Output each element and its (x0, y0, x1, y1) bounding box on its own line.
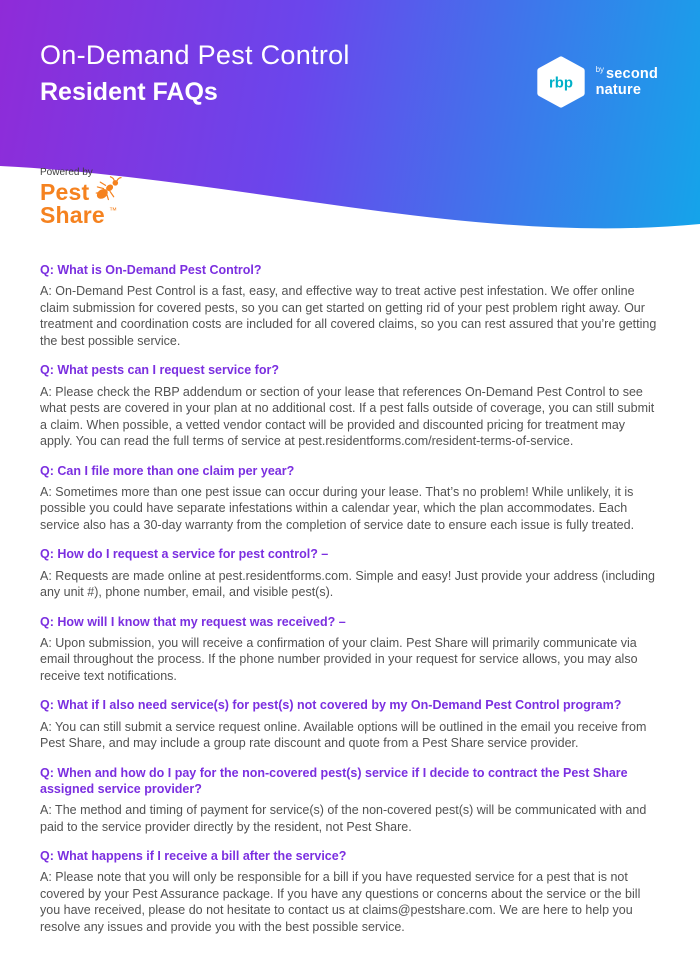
brand-second-label: second (606, 66, 658, 83)
faq-answer: A: Requests are made online at pest.residentforms.com. Simple and easy! Just provide your address (including any unit #), phone number, email, and visible pest(s). (40, 568, 655, 599)
bug-icon (93, 176, 123, 202)
rbp-badge-label: rbp (548, 75, 573, 92)
faq-question: Q: What is On-Demand Pest Control? (40, 263, 262, 277)
page-subtitle: Resident FAQs (40, 78, 218, 106)
faq-item (40, 463, 660, 534)
brand-nature-label: nature (595, 81, 642, 98)
faq-answer: A: Sometimes more than one pest issue can occur during your lease. That’s no problem! While unlikely, it is possible you could have separate infestations within a calendar year, which the plan accommodates. Each service also has a 30-day warranty from the completion of service date to ensure each issue is fully treated. (40, 484, 635, 532)
pestshare-logo (40, 181, 123, 228)
faq-item (40, 262, 660, 349)
faq-answer: A: Upon submission, you will receive a confirmation of your claim. Pest Share will primarily communicate via email throughout the process. If the phone number provided in your request for service allows, you may also receive text notifications. (40, 635, 638, 683)
faq-item (40, 362, 660, 449)
hero-text-block (40, 40, 350, 107)
faq-item (40, 765, 660, 836)
second-nature-wordmark (596, 66, 658, 97)
faq-answer: A: Please check the RBP addendum or section of your lease that references On-Demand Pest Control to see what pests are covered in your plan at no additional cost. If a pest falls outside of coverage, you can still submit a claim. When possible, a vetted vendor contact will be provided and discounted pricing for treatment may apply. You can read the full terms of service at pest.residentforms.com/resident-terms-of-service. (40, 384, 655, 448)
faq-content (0, 250, 700, 974)
faq-answer: A: Please note that you will only be responsible for a bill if you have requested service for a pest that is not covered by your Pest Assurance package. If you have any questions or concerns about the service or the bill you have received, please do not hesitate to contact us at claims@pestshare.com. We are here to help you resolve any issues and provide you with the best possible service. (40, 870, 641, 934)
faq-list (40, 262, 660, 935)
hero-header (0, 0, 700, 250)
rbp-badge-icon (535, 56, 587, 108)
faq-answer: A: The method and timing of payment for service(s) of the non-covered pest(s) will be communicated with and paid to the service provider directly by the resident, not Pest Share. (40, 803, 647, 834)
powered-by-label: Powered by (40, 167, 93, 178)
faq-question: Q: What if I also need service(s) for pest(s) not covered by my On-Demand Pest Control program? (40, 698, 622, 713)
faq-item (40, 848, 660, 935)
faq-item (40, 614, 660, 685)
faq-item (40, 697, 660, 751)
faq-question: Q: How will I know that my request was received? – (40, 614, 346, 629)
pestshare-word-pest: Pest (40, 179, 90, 205)
faq-question: Q: What happens if I receive a bill after the service? (40, 849, 347, 863)
pestshare-word-share: Share (40, 202, 105, 229)
trademark-symbol: ™ (108, 206, 117, 216)
powered-by-pestshare (40, 167, 123, 228)
faq-question: Q: When and how do I pay for the non-covered pest(s) service if I decide to contract the Pest Share assigned service provider? (40, 765, 628, 796)
page-title: On-Demand Pest Control (40, 40, 350, 70)
faq-question: Q: What pests can I request service for? (40, 363, 279, 378)
faq-question: Q: Can I file more than one claim per year? (40, 463, 295, 478)
faq-answer: A: You can still submit a service request online. Available options will be outlined in the email you receive from Pest Share, and may include a group rate discount and quote from a Pest Share service provider. (40, 719, 647, 750)
brand-by-label: by (595, 65, 605, 75)
faq-question: Q: How do I request a service for pest control? – (40, 547, 329, 562)
rbp-second-nature-logo (535, 56, 658, 108)
faq-item (40, 546, 660, 600)
faq-answer: A: On-Demand Pest Control is a fast, easy, and effective way to treat active pest infestation. We offer online claim submission for covered pests, so you can get started on getting rid of your pest problem right away. Our treatment and coordination costs are included for all covered claims, so you can rest assured that you’re getting the best possible service. (40, 284, 657, 348)
